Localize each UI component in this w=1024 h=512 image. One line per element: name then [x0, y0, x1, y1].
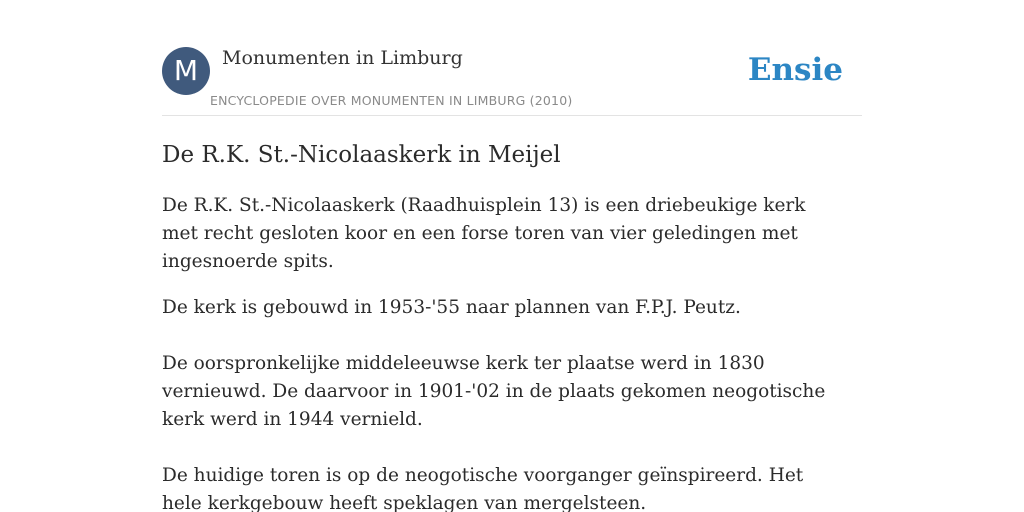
- article-paragraph: De R.K. St.-Nicolaaskerk (Raadhuisplein 13) is een driebeukige kerk met recht gesloten koor en een forse toren van vier geledingen met ingesnoerde spits.: [162, 195, 806, 272]
- header-divider: [162, 115, 862, 116]
- ensie-logo[interactable]: Ensie: [747, 52, 843, 88]
- article-paragraph: De kerk is gebouwd in 1953-'55 naar plannen van F.P.J. Peutz.: [162, 297, 741, 318]
- source-avatar[interactable]: M: [162, 47, 210, 95]
- article-paragraph: De huidige toren is op de neogotische voorganger geïnspireerd. Het hele kerkgebouw heeft speklagen van mergelsteen.: [162, 465, 804, 512]
- article-title: De R.K. St.-Nicolaaskerk in Meijel: [162, 142, 561, 168]
- source-subtitle: ENCYCLOPEDIE OVER MONUMENTEN IN LIMBURG (2010): [210, 93, 573, 108]
- article-body: [162, 192, 842, 512]
- source-title[interactable]: Monumenten in Limburg: [222, 47, 463, 69]
- article-paragraph: De oorspronkelijke middeleeuwse kerk ter plaatse werd in 1830 vernieuwd. De daarvoor in 1901-'02 in de plaats gekomen neogotische kerk werd in 1944 vernield.: [162, 353, 826, 430]
